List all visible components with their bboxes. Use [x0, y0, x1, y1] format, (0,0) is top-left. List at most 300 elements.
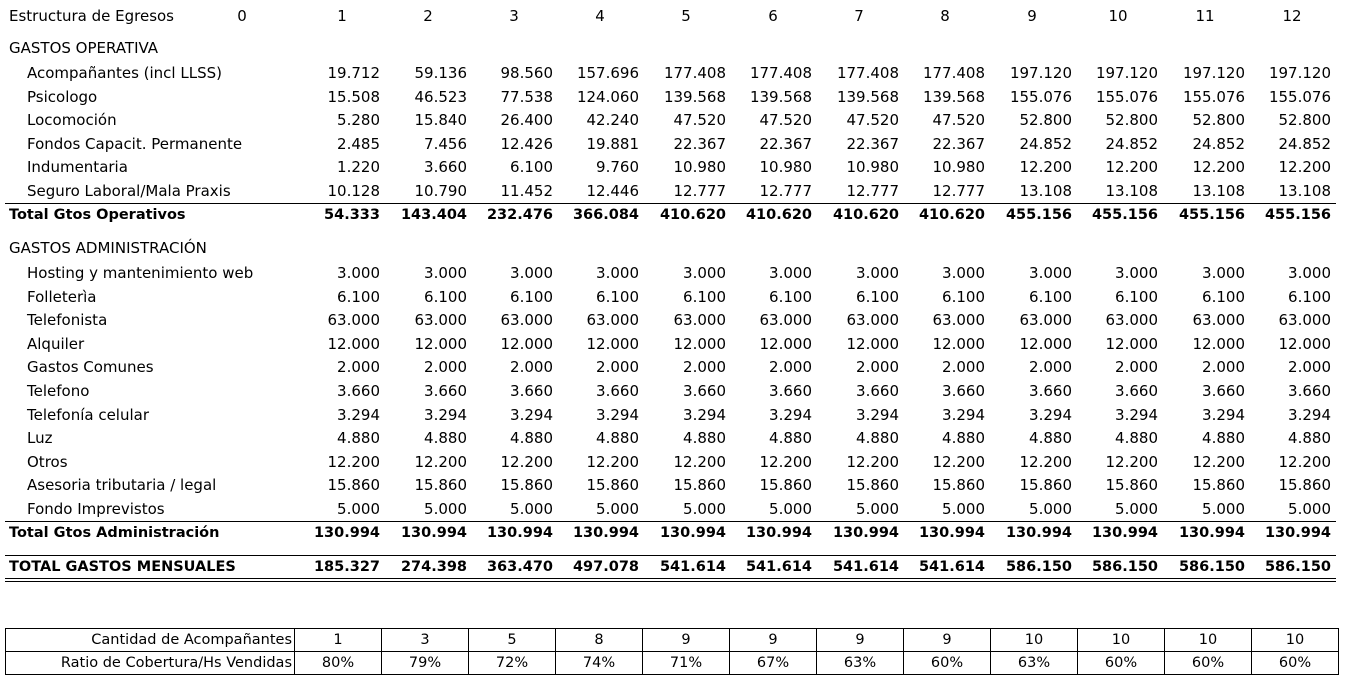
summary-cell: 60% [1078, 652, 1165, 675]
value-cell: 3.294 [769, 405, 812, 424]
row-label: Total Gtos Administración [9, 525, 220, 541]
value-cell: 12.000 [759, 334, 812, 353]
summary-row [6, 629, 1339, 652]
summary-cell: 3 [382, 629, 469, 652]
value-cell: 155.076 [1009, 87, 1072, 106]
row-label: Telefonía celular [27, 405, 150, 424]
value-cell: 139.568 [836, 87, 899, 106]
value-cell: 3.000 [424, 264, 467, 282]
value-cell: 3.294 [942, 405, 985, 424]
section-heading-administracion [0, 236, 1351, 260]
summary-cell: 80% [295, 652, 382, 675]
value-cell: 3.000 [1029, 264, 1072, 282]
value-cell: 24.852 [1278, 134, 1331, 153]
period-header: 2 [423, 7, 433, 25]
value-cell: 6.100 [510, 287, 553, 306]
value-cell: 6.100 [856, 287, 899, 306]
period-header: 1 [337, 7, 347, 25]
value-cell: 143.404 [400, 207, 467, 223]
table-row [0, 132, 1351, 156]
value-cell: 455.156 [1091, 207, 1158, 223]
value-cell: 5.000 [1029, 500, 1072, 518]
value-cell: 2.000 [683, 358, 726, 377]
table-row [0, 497, 1351, 521]
value-cell: 12.200 [673, 452, 726, 471]
period-header: 9 [1027, 7, 1037, 25]
value-cell: 15.860 [414, 476, 467, 495]
value-cell: 12.777 [932, 182, 985, 200]
value-cell: 155.076 [1182, 87, 1245, 106]
value-cell: 541.614 [918, 559, 985, 575]
row-label: Telefonista [27, 311, 108, 330]
value-cell: 3.294 [1202, 405, 1245, 424]
value-cell: 12.000 [586, 334, 639, 353]
value-cell: 3.000 [769, 264, 812, 282]
table-row [0, 285, 1351, 309]
period-header: 3 [509, 7, 519, 25]
value-cell: 3.000 [683, 264, 726, 282]
value-cell: 63.000 [932, 311, 985, 330]
value-cell: 6.100 [596, 287, 639, 306]
value-cell: 177.408 [663, 64, 726, 82]
value-cell: 5.000 [424, 500, 467, 518]
table-row [0, 308, 1351, 332]
value-cell: 3.660 [596, 382, 639, 400]
value-cell: 5.000 [1115, 500, 1158, 518]
value-cell: 63.000 [1019, 311, 1072, 330]
value-cell: 12.000 [1192, 334, 1245, 353]
value-cell: 15.840 [414, 111, 467, 130]
value-cell: 130.994 [832, 525, 899, 541]
value-cell: 2.000 [337, 358, 380, 377]
table-row [0, 108, 1351, 132]
row-label: Total Gtos Operativos [9, 207, 186, 223]
value-cell: 2.000 [769, 358, 812, 377]
value-cell: 3.660 [1202, 382, 1245, 400]
value-cell: 197.120 [1095, 64, 1158, 82]
value-cell: 47.520 [673, 111, 726, 130]
row-label: TOTAL GASTOS MENSUALES [9, 559, 236, 575]
period-header: 12 [1282, 7, 1302, 25]
value-cell: 5.000 [683, 500, 726, 518]
row-label: Gastos Comunes [27, 358, 154, 377]
summary-cell: 79% [382, 652, 469, 675]
value-cell: 3.660 [1115, 382, 1158, 400]
value-cell: 63.000 [414, 311, 467, 330]
value-cell: 13.108 [1019, 182, 1072, 200]
value-cell: 3.294 [1115, 405, 1158, 424]
value-cell: 130.994 [400, 525, 467, 541]
value-cell: 2.000 [1029, 358, 1072, 377]
value-cell: 2.000 [942, 358, 985, 377]
value-cell: 10.980 [846, 158, 899, 177]
period-header: 5 [681, 7, 691, 25]
value-cell: 19.712 [327, 64, 380, 82]
table-row [0, 179, 1351, 203]
summary-cell: 72% [469, 652, 556, 675]
summary-cell: 67% [730, 652, 817, 675]
summary-cell: 74% [556, 652, 643, 675]
period-header: 10 [1108, 7, 1128, 25]
value-cell: 3.000 [1202, 264, 1245, 282]
value-cell: 185.327 [313, 559, 380, 575]
value-cell: 12.777 [673, 182, 726, 200]
value-cell: 6.100 [424, 287, 467, 306]
value-cell: 197.120 [1182, 64, 1245, 82]
value-cell: 3.660 [424, 158, 467, 177]
section-heading-operativa [0, 36, 1351, 60]
value-cell: 42.240 [586, 111, 639, 130]
value-cell: 4.880 [1029, 429, 1072, 448]
row-label: Acompañantes (incl LLSS) [27, 64, 222, 82]
value-cell: 12.000 [1278, 334, 1331, 353]
value-cell: 410.620 [918, 207, 985, 223]
header-row [0, 4, 1351, 28]
summary-cell: 63% [991, 652, 1078, 675]
row-label: Luz [27, 429, 53, 448]
value-cell: 15.860 [327, 476, 380, 495]
row-label: Telefono [27, 382, 90, 400]
value-cell: 3.660 [510, 382, 553, 400]
value-cell: 366.084 [572, 207, 639, 223]
value-cell: 12.446 [586, 182, 639, 200]
value-cell: 2.000 [424, 358, 467, 377]
value-cell: 177.408 [922, 64, 985, 82]
value-cell: 2.000 [1288, 358, 1331, 377]
value-cell: 10.980 [932, 158, 985, 177]
value-cell: 12.200 [846, 452, 899, 471]
value-cell: 497.078 [572, 559, 639, 575]
value-cell: 12.200 [1278, 158, 1331, 177]
table-row [0, 155, 1351, 179]
value-cell: 26.400 [500, 111, 553, 130]
value-cell: 12.426 [500, 134, 553, 153]
value-cell: 52.800 [1278, 111, 1331, 130]
value-cell: 130.994 [486, 525, 553, 541]
row-label: Otros [27, 452, 68, 471]
value-cell: 4.880 [424, 429, 467, 448]
value-cell: 197.120 [1009, 64, 1072, 82]
value-cell: 15.860 [1019, 476, 1072, 495]
value-cell: 15.860 [1278, 476, 1331, 495]
value-cell: 3.660 [683, 382, 726, 400]
value-cell: 54.333 [324, 207, 380, 223]
total-row-administracion [0, 521, 1351, 545]
value-cell: 5.000 [856, 500, 899, 518]
row-label: Fondo Imprevistos [27, 500, 165, 518]
value-cell: 4.880 [1288, 429, 1331, 448]
value-cell: 177.408 [836, 64, 899, 82]
value-cell: 12.200 [586, 452, 639, 471]
value-cell: 24.852 [1019, 134, 1072, 153]
summary-cell: 9 [817, 629, 904, 652]
table-row [0, 473, 1351, 497]
row-label: Indumentaria [27, 158, 128, 177]
table-row [0, 355, 1351, 379]
value-cell: 12.000 [846, 334, 899, 353]
value-cell: 15.860 [500, 476, 553, 495]
value-cell: 47.520 [932, 111, 985, 130]
value-cell: 77.538 [500, 87, 553, 106]
value-cell: 12.200 [1105, 452, 1158, 471]
summary-cell: 10 [991, 629, 1078, 652]
value-cell: 197.120 [1268, 64, 1331, 82]
value-cell: 4.880 [856, 429, 899, 448]
summary-cell: 60% [1165, 652, 1252, 675]
period-header: 8 [940, 7, 950, 25]
value-cell: 410.620 [659, 207, 726, 223]
value-cell: 12.000 [1019, 334, 1072, 353]
value-cell: 3.000 [942, 264, 985, 282]
value-cell: 10.980 [759, 158, 812, 177]
total-row-operativos [0, 203, 1351, 227]
period-header: 7 [854, 7, 864, 25]
value-cell: 130.994 [918, 525, 985, 541]
summary-cell: 9 [730, 629, 817, 652]
value-cell: 63.000 [327, 311, 380, 330]
value-cell: 3.660 [424, 382, 467, 400]
value-cell: 3.660 [856, 382, 899, 400]
value-cell: 2.000 [856, 358, 899, 377]
value-cell: 3.294 [1029, 405, 1072, 424]
value-cell: 3.660 [769, 382, 812, 400]
value-cell: 15.860 [932, 476, 985, 495]
value-cell: 12.200 [327, 452, 380, 471]
value-cell: 4.880 [942, 429, 985, 448]
table-row [0, 379, 1351, 403]
value-cell: 3.660 [1288, 382, 1331, 400]
grand-total-underline [5, 578, 1336, 579]
value-cell: 10.790 [414, 182, 467, 200]
value-cell: 15.860 [846, 476, 899, 495]
period-header: 6 [768, 7, 778, 25]
value-cell: 52.800 [1019, 111, 1072, 130]
value-cell: 6.100 [1029, 287, 1072, 306]
row-label: Fondos Capacit. Permanente [27, 134, 243, 153]
value-cell: 9.760 [596, 158, 639, 177]
value-cell: 586.150 [1091, 559, 1158, 575]
value-cell: 10.128 [327, 182, 380, 200]
value-cell: 63.000 [759, 311, 812, 330]
value-cell: 12.000 [500, 334, 553, 353]
value-cell: 19.881 [586, 134, 639, 153]
value-cell: 6.100 [683, 287, 726, 306]
value-cell: 541.614 [659, 559, 726, 575]
value-cell: 6.100 [769, 287, 812, 306]
value-cell: 155.076 [1268, 87, 1331, 106]
period-header: 11 [1195, 7, 1215, 25]
summary-cell: 60% [1252, 652, 1339, 675]
value-cell: 15.860 [673, 476, 726, 495]
row-label: Hosting y mantenimiento web [27, 264, 254, 282]
value-cell: 12.200 [1019, 452, 1072, 471]
value-cell: 63.000 [1278, 311, 1331, 330]
value-cell: 12.000 [932, 334, 985, 353]
row-label: Locomoción [27, 111, 117, 130]
value-cell: 12.200 [932, 452, 985, 471]
period-header: 0 [237, 7, 247, 25]
value-cell: 4.880 [596, 429, 639, 448]
value-cell: 63.000 [1192, 311, 1245, 330]
value-cell: 2.000 [1202, 358, 1245, 377]
value-cell: 15.508 [327, 87, 380, 106]
value-cell: 6.100 [942, 287, 985, 306]
summary-cell: 10 [1078, 629, 1165, 652]
summary-table [5, 628, 1339, 675]
value-cell: 2.000 [510, 358, 553, 377]
value-cell: 12.000 [673, 334, 726, 353]
value-cell: 139.568 [749, 87, 812, 106]
summary-row [6, 652, 1339, 675]
value-cell: 410.620 [832, 207, 899, 223]
value-cell: 455.156 [1178, 207, 1245, 223]
value-cell: 15.860 [1105, 476, 1158, 495]
value-cell: 12.200 [1019, 158, 1072, 177]
value-cell: 3.294 [510, 405, 553, 424]
table-row [0, 85, 1351, 109]
value-cell: 4.880 [683, 429, 726, 448]
value-cell: 11.452 [500, 182, 553, 200]
table-row [0, 332, 1351, 356]
value-cell: 12.777 [846, 182, 899, 200]
value-cell: 22.367 [673, 134, 726, 153]
value-cell: 130.994 [1091, 525, 1158, 541]
summary-cell: 9 [904, 629, 991, 652]
value-cell: 3.294 [856, 405, 899, 424]
summary-cell: 71% [643, 652, 730, 675]
value-cell: 139.568 [922, 87, 985, 106]
row-label: Seguro Laboral/Mala Praxis [27, 182, 231, 200]
summary-cell: 10 [1252, 629, 1339, 652]
value-cell: 63.000 [500, 311, 553, 330]
value-cell: 5.000 [769, 500, 812, 518]
value-cell: 10.980 [673, 158, 726, 177]
value-cell: 12.200 [1192, 158, 1245, 177]
summary-cell: 1 [295, 629, 382, 652]
value-cell: 63.000 [846, 311, 899, 330]
value-cell: 6.100 [1202, 287, 1245, 306]
value-cell: 12.000 [1105, 334, 1158, 353]
value-cell: 3.000 [596, 264, 639, 282]
value-cell: 15.860 [586, 476, 639, 495]
value-cell: 5.000 [1288, 500, 1331, 518]
value-cell: 130.994 [572, 525, 639, 541]
value-cell: 6.100 [1288, 287, 1331, 306]
sheet-title: Estructura de Egresos [9, 7, 174, 25]
table-row [0, 426, 1351, 450]
value-cell: 3.294 [596, 405, 639, 424]
value-cell: 3.000 [1115, 264, 1158, 282]
value-cell: 5.000 [942, 500, 985, 518]
value-cell: 3.000 [1288, 264, 1331, 282]
value-cell: 586.150 [1178, 559, 1245, 575]
value-cell: 1.220 [337, 158, 380, 177]
value-cell: 7.456 [424, 134, 467, 153]
value-cell: 47.520 [759, 111, 812, 130]
value-cell: 3.000 [337, 264, 380, 282]
value-cell: 12.000 [414, 334, 467, 353]
value-cell: 155.076 [1095, 87, 1158, 106]
value-cell: 13.108 [1278, 182, 1331, 200]
value-cell: 363.470 [486, 559, 553, 575]
value-cell: 5.000 [1202, 500, 1245, 518]
value-cell: 4.880 [1202, 429, 1245, 448]
table-row [0, 61, 1351, 85]
value-cell: 63.000 [1105, 311, 1158, 330]
value-cell: 4.880 [769, 429, 812, 448]
grand-total-double-underline [5, 581, 1336, 582]
row-label: Psicologo [27, 87, 98, 106]
summary-cell: 8 [556, 629, 643, 652]
value-cell: 46.523 [414, 87, 467, 106]
table-row [0, 261, 1351, 285]
value-cell: 22.367 [846, 134, 899, 153]
value-cell: 124.060 [576, 87, 639, 106]
section-heading: GASTOS OPERATIVA [9, 39, 159, 57]
value-cell: 3.660 [942, 382, 985, 400]
value-cell: 63.000 [586, 311, 639, 330]
value-cell: 157.696 [576, 64, 639, 82]
value-cell: 3.294 [337, 405, 380, 424]
value-cell: 12.200 [1105, 158, 1158, 177]
value-cell: 24.852 [1105, 134, 1158, 153]
value-cell: 13.108 [1192, 182, 1245, 200]
summary-cell: 5 [469, 629, 556, 652]
value-cell: 2.485 [337, 134, 380, 153]
value-cell: 177.408 [749, 64, 812, 82]
value-cell: 15.860 [759, 476, 812, 495]
value-cell: 2.000 [596, 358, 639, 377]
value-cell: 130.994 [1005, 525, 1072, 541]
value-cell: 130.994 [745, 525, 812, 541]
value-cell: 410.620 [745, 207, 812, 223]
value-cell: 98.560 [500, 64, 553, 82]
summary-cell: 60% [904, 652, 991, 675]
row-label: Asesoria tributaria / legal [27, 476, 217, 495]
row-label: Alquiler [27, 334, 85, 353]
value-cell: 3.294 [424, 405, 467, 424]
value-cell: 52.800 [1105, 111, 1158, 130]
value-cell: 12.200 [1278, 452, 1331, 471]
summary-label: Ratio de Cobertura/Hs Vendidas [6, 652, 295, 675]
grand-total-row [0, 555, 1351, 579]
table-row [0, 450, 1351, 474]
value-cell: 130.994 [313, 525, 380, 541]
summary-label: Cantidad de Acompañantes [6, 629, 295, 652]
value-cell: 5.000 [510, 500, 553, 518]
value-cell: 12.200 [414, 452, 467, 471]
value-cell: 5.280 [337, 111, 380, 130]
value-cell: 541.614 [832, 559, 899, 575]
value-cell: 586.150 [1264, 559, 1331, 575]
value-cell: 3.000 [856, 264, 899, 282]
value-cell: 4.880 [337, 429, 380, 448]
value-cell: 3.294 [683, 405, 726, 424]
summary-cell: 63% [817, 652, 904, 675]
summary-cell: 9 [643, 629, 730, 652]
value-cell: 130.994 [1264, 525, 1331, 541]
value-cell: 5.000 [337, 500, 380, 518]
value-cell: 3.660 [337, 382, 380, 400]
section-heading: GASTOS ADMINISTRACIÓN [9, 239, 207, 257]
value-cell: 12.200 [759, 452, 812, 471]
value-cell: 4.880 [1115, 429, 1158, 448]
value-cell: 24.852 [1192, 134, 1245, 153]
period-header: 4 [595, 7, 605, 25]
value-cell: 586.150 [1005, 559, 1072, 575]
value-cell: 6.100 [337, 287, 380, 306]
value-cell: 52.800 [1192, 111, 1245, 130]
